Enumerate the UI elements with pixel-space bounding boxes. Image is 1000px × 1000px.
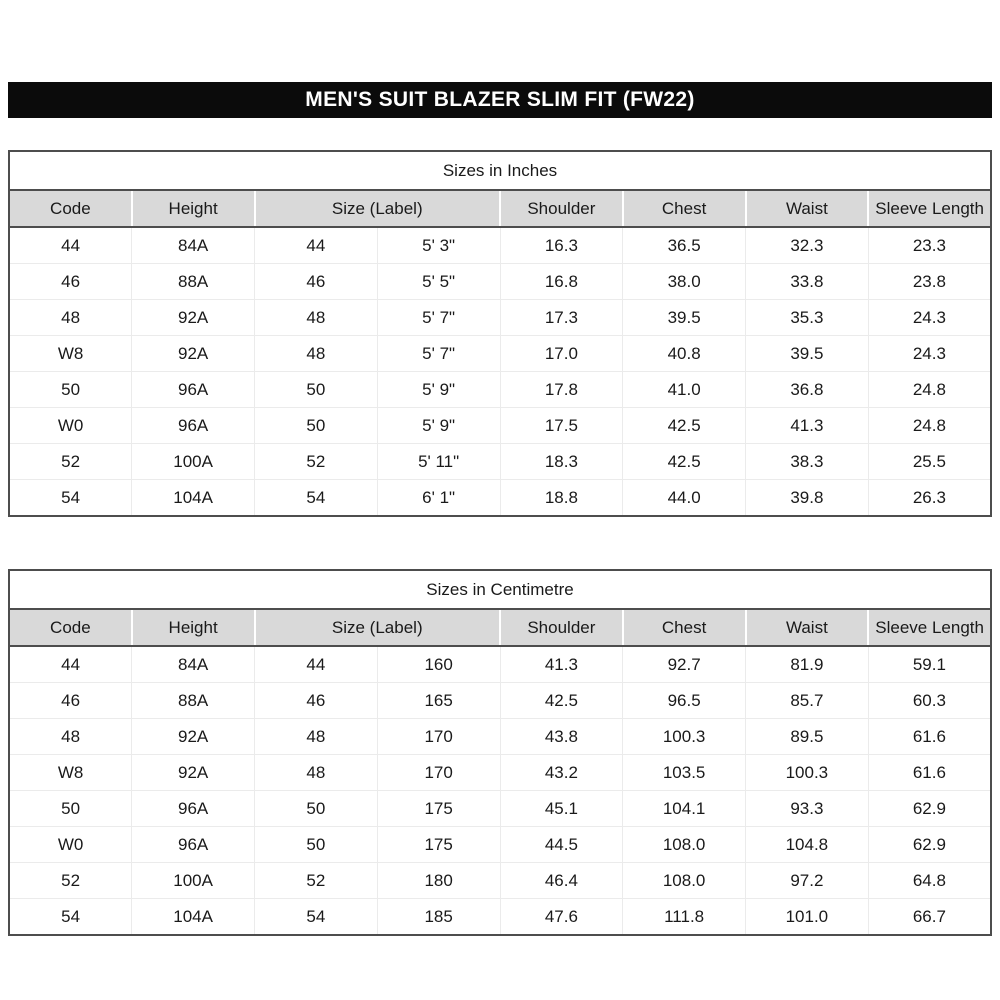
cell: 85.7 xyxy=(746,683,869,719)
cell: 41.0 xyxy=(623,372,746,408)
cell: 26.3 xyxy=(868,480,991,517)
cell: W8 xyxy=(9,755,132,791)
cell: 5' 9" xyxy=(377,372,500,408)
cell: 50 xyxy=(255,791,378,827)
table-header-row xyxy=(9,190,991,227)
column-header-code: Code xyxy=(9,190,132,227)
cell: 89.5 xyxy=(746,719,869,755)
table-row xyxy=(9,480,991,517)
cell: 43.8 xyxy=(500,719,623,755)
table-row xyxy=(9,827,991,863)
cell: 41.3 xyxy=(500,646,623,683)
column-header-height: Height xyxy=(132,609,255,646)
cell: 104.1 xyxy=(623,791,746,827)
cell: 36.8 xyxy=(746,372,869,408)
cell: 54 xyxy=(9,480,132,517)
cell: 160 xyxy=(377,646,500,683)
table-caption: Sizes in Centimetre xyxy=(9,570,991,609)
cell: 24.8 xyxy=(868,408,991,444)
cell: 96.5 xyxy=(623,683,746,719)
cell: W0 xyxy=(9,827,132,863)
cell: 170 xyxy=(377,719,500,755)
cell: 81.9 xyxy=(746,646,869,683)
cell: 108.0 xyxy=(623,827,746,863)
table-row xyxy=(9,444,991,480)
cell: 165 xyxy=(377,683,500,719)
cell: 48 xyxy=(255,300,378,336)
table-caption-row xyxy=(9,570,991,609)
cell: 43.2 xyxy=(500,755,623,791)
cell: 6' 1" xyxy=(377,480,500,517)
column-header-sleeve-length: Sleeve Length xyxy=(868,190,991,227)
cell: 18.8 xyxy=(500,480,623,517)
cell: 36.5 xyxy=(623,227,746,264)
cell: 104A xyxy=(132,480,255,517)
cell: W0 xyxy=(9,408,132,444)
cell: 40.8 xyxy=(623,336,746,372)
cell: 100.3 xyxy=(623,719,746,755)
cell: 39.5 xyxy=(746,336,869,372)
cell: 62.9 xyxy=(868,791,991,827)
cell: 38.3 xyxy=(746,444,869,480)
cell: 64.8 xyxy=(868,863,991,899)
table-row xyxy=(9,791,991,827)
table-body xyxy=(9,227,991,516)
cell: 180 xyxy=(377,863,500,899)
cell: 88A xyxy=(132,264,255,300)
cell: 52 xyxy=(9,444,132,480)
cell: 96A xyxy=(132,827,255,863)
cell: 41.3 xyxy=(746,408,869,444)
table-row xyxy=(9,227,991,264)
table-row xyxy=(9,372,991,408)
page-title: MEN'S SUIT BLAZER SLIM FIT (FW22) xyxy=(8,82,992,118)
cell: 35.3 xyxy=(746,300,869,336)
column-header-waist: Waist xyxy=(746,609,869,646)
cell: 48 xyxy=(9,300,132,336)
cell: 59.1 xyxy=(868,646,991,683)
table-row xyxy=(9,719,991,755)
cell: 84A xyxy=(132,646,255,683)
cell: 16.8 xyxy=(500,264,623,300)
sizes-table-inches xyxy=(8,150,992,517)
cell: 93.3 xyxy=(746,791,869,827)
cell: 92A xyxy=(132,755,255,791)
cell: 5' 3" xyxy=(377,227,500,264)
cell: 42.5 xyxy=(500,683,623,719)
cell: 17.5 xyxy=(500,408,623,444)
column-header-size-label: Size (Label) xyxy=(255,609,501,646)
table-caption: Sizes in Inches xyxy=(9,151,991,190)
cell: 100A xyxy=(132,863,255,899)
cell: 54 xyxy=(9,899,132,936)
cell: 46 xyxy=(255,683,378,719)
cell: 44 xyxy=(61,654,81,674)
cell: 18.3 xyxy=(500,444,623,480)
cell: 61.6 xyxy=(868,719,991,755)
cell: 96A xyxy=(132,791,255,827)
column-header-sleeve-length: Sleeve Length xyxy=(868,609,991,646)
table-body xyxy=(9,646,991,935)
table-row xyxy=(9,863,991,899)
column-header-shoulder: Shoulder xyxy=(500,190,623,227)
column-header-waist: Waist xyxy=(746,190,869,227)
table-row xyxy=(9,408,991,444)
column-header-chest: Chest xyxy=(623,609,746,646)
cell: 92A xyxy=(132,300,255,336)
cell: 50 xyxy=(255,372,378,408)
cell: 16.3 xyxy=(500,227,623,264)
cell: 103.5 xyxy=(623,755,746,791)
table-header-row xyxy=(9,609,991,646)
cell: 39.5 xyxy=(623,300,746,336)
table-caption-row xyxy=(9,151,991,190)
column-header-code: Code xyxy=(9,609,132,646)
cell: 44 xyxy=(61,235,81,255)
cell: 24.3 xyxy=(868,336,991,372)
cell: 39.8 xyxy=(746,480,869,517)
cell: 45.1 xyxy=(500,791,623,827)
cell: 111.8 xyxy=(623,899,746,936)
cell: 108.0 xyxy=(623,863,746,899)
cell: 100A xyxy=(132,444,255,480)
cell: 5' 7" xyxy=(377,336,500,372)
cell: 5' 5" xyxy=(377,264,500,300)
cell: 185 xyxy=(377,899,500,936)
cell: 50 xyxy=(9,791,132,827)
table-row xyxy=(9,899,991,936)
cell: 48 xyxy=(255,336,378,372)
cell: 47.6 xyxy=(500,899,623,936)
cell: 61.6 xyxy=(868,755,991,791)
cell: 5' 9" xyxy=(377,408,500,444)
cell: 23.3 xyxy=(868,227,991,264)
table-row xyxy=(9,300,991,336)
cell: 175 xyxy=(377,827,500,863)
column-header-shoulder: Shoulder xyxy=(500,609,623,646)
cell: 17.3 xyxy=(500,300,623,336)
cell: 92.7 xyxy=(623,646,746,683)
cell: 54 xyxy=(255,899,378,936)
cell: 92A xyxy=(132,336,255,372)
cell: 23.8 xyxy=(868,264,991,300)
table-row xyxy=(9,755,991,791)
cell: 50 xyxy=(255,827,378,863)
cell: 48 xyxy=(255,719,378,755)
cell: 96A xyxy=(132,372,255,408)
cell: 48 xyxy=(255,755,378,791)
cell: 60.3 xyxy=(868,683,991,719)
cell: 52 xyxy=(255,863,378,899)
cell: 5' 11" xyxy=(377,444,500,480)
cell: 175 xyxy=(377,791,500,827)
cell: 5' 7" xyxy=(377,300,500,336)
cell: 46 xyxy=(255,264,378,300)
cell: 46 xyxy=(9,264,132,300)
cell: 66.7 xyxy=(868,899,991,936)
cell: 44.0 xyxy=(623,480,746,517)
column-header-chest: Chest xyxy=(623,190,746,227)
cell: 52 xyxy=(255,444,378,480)
cell: 44 xyxy=(255,646,378,683)
cell: 46 xyxy=(9,683,132,719)
cell: 38.0 xyxy=(623,264,746,300)
cell: 44.5 xyxy=(500,827,623,863)
sizes-table-centimetre xyxy=(8,569,992,936)
table-row xyxy=(9,264,991,300)
cell: 62.9 xyxy=(868,827,991,863)
cell: 54 xyxy=(255,480,378,517)
cell: 42.5 xyxy=(623,408,746,444)
table-row xyxy=(9,683,991,719)
cell: 84A xyxy=(132,227,255,264)
cell: 100.3 xyxy=(746,755,869,791)
cell: 50 xyxy=(255,408,378,444)
cell: 52 xyxy=(9,863,132,899)
cell: 33.8 xyxy=(746,264,869,300)
cell: 96A xyxy=(132,408,255,444)
column-header-height: Height xyxy=(132,190,255,227)
table-row xyxy=(9,336,991,372)
cell: 170 xyxy=(377,755,500,791)
column-header-size-label: Size (Label) xyxy=(255,190,501,227)
cell: W8 xyxy=(9,336,132,372)
cell: 32.3 xyxy=(746,227,869,264)
table-row xyxy=(9,646,991,683)
cell: 24.8 xyxy=(868,372,991,408)
cell: 104A xyxy=(132,899,255,936)
cell: 101.0 xyxy=(746,899,869,936)
cell: 50 xyxy=(9,372,132,408)
cell: 24.3 xyxy=(868,300,991,336)
cell: 88A xyxy=(132,683,255,719)
cell: 44 xyxy=(255,227,378,264)
cell: 25.5 xyxy=(868,444,991,480)
cell: 92A xyxy=(132,719,255,755)
cell: 42.5 xyxy=(623,444,746,480)
cell: 17.0 xyxy=(500,336,623,372)
cell: 48 xyxy=(9,719,132,755)
cell: 97.2 xyxy=(746,863,869,899)
cell: 104.8 xyxy=(746,827,869,863)
cell: 17.8 xyxy=(500,372,623,408)
cell: 46.4 xyxy=(500,863,623,899)
